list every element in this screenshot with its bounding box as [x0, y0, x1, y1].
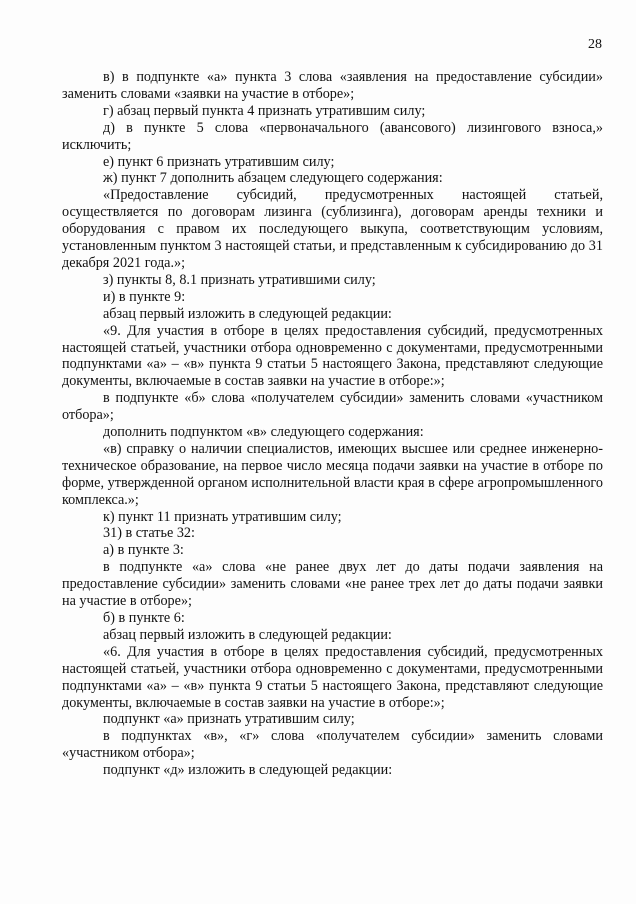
paragraph: в подпункте «а» слова «не ранее двух лет до даты подачи заявления на предоставление субсидии» заменить словами «не ранее трех лет до даты подачи заявки на участие в отборе»; [62, 559, 603, 610]
paragraph: подпункт «д» изложить в следующей редакции: [103, 762, 393, 779]
page-number: 28 [588, 37, 602, 52]
paragraph: в подпункте «б» слова «получателем субсидии» заменить словами «участником отбора»; [62, 390, 603, 424]
paragraph: «9. Для участия в отборе в целях предоставления субсидий, предусмотренных настоящей статьей, участники отбора одновременно с документами, предусмотренными подпунктами «а» – «в» пункта 9 статьи 5 настоящего Закона, представляют следующие документы, включаемые в состав заявки на участие в отборе:»; [62, 322, 603, 390]
paragraph: абзац первый изложить в следующей редакции: [103, 305, 392, 322]
document-body [62, 69, 603, 779]
paragraph: подпункт «а» признать утратившим силу; [103, 711, 355, 728]
paragraph: «в) справку о наличии специалистов, имеющих высшее или среднее инженерно-техническое образование, на первое число месяца подачи заявки на участие в отборе по форме, утвержденной органом исполнительной власти края в сфере агропромышленного комплекса.»; [62, 440, 603, 508]
paragraph: к) пункт 11 признать утратившим силу; [103, 508, 342, 525]
paragraph: абзац первый изложить в следующей редакции: [103, 626, 392, 643]
paragraph: 31) в статье 32: [103, 525, 195, 542]
paragraph: з) пункты 8, 8.1 признать утратившими силу; [103, 271, 376, 288]
paragraph: в) в подпункте «а» пункта 3 слова «заявления на предоставление субсидии» заменить словами «заявки на участие в отборе»; [62, 69, 603, 102]
paragraph: и) в пункте 9: [103, 288, 186, 305]
paragraph: «6. Для участия в отборе в целях предоставления субсидий, предусмотренных настоящей статьей, участники отбора одновременно с документами, предусмотренными подпунктами «а» – «в» пункта 9 статьи 5 настоящего Закона, представляют следующие документы, включаемые в состав заявки на участие в отборе:»; [62, 643, 603, 711]
paragraph: е) пункт 6 признать утратившим силу; [103, 153, 335, 170]
paragraph: г) абзац первый пункта 4 признать утратившим силу; [103, 102, 426, 119]
paragraph: а) в пункте 3: [103, 542, 184, 559]
paragraph: д) в пункте 5 слова «первоначального (авансового) лизингового взноса,» исключить; [62, 119, 603, 153]
paragraph: б) в пункте 6: [103, 610, 185, 626]
paragraph: дополнить подпунктом «в» следующего содержания: [103, 424, 424, 441]
paragraph: в подпунктах «в», «г» слова «получателем субсидии» заменить словами «участником отбора»; [62, 728, 603, 762]
paragraph: ж) пункт 7 дополнить абзацем следующего содержания: [103, 170, 443, 187]
paragraph: «Предоставление субсидий, предусмотренных настоящей статьей, осуществляется по договорам лизинга (сублизинга), договорам аренды техники и оборудования с правом их последующего выкупа, соответствующим условиям, установленным пунктом 3 настоящей статьи, и представленным к субсидированию до 31 декабря 2021 года.»; [62, 187, 603, 271]
